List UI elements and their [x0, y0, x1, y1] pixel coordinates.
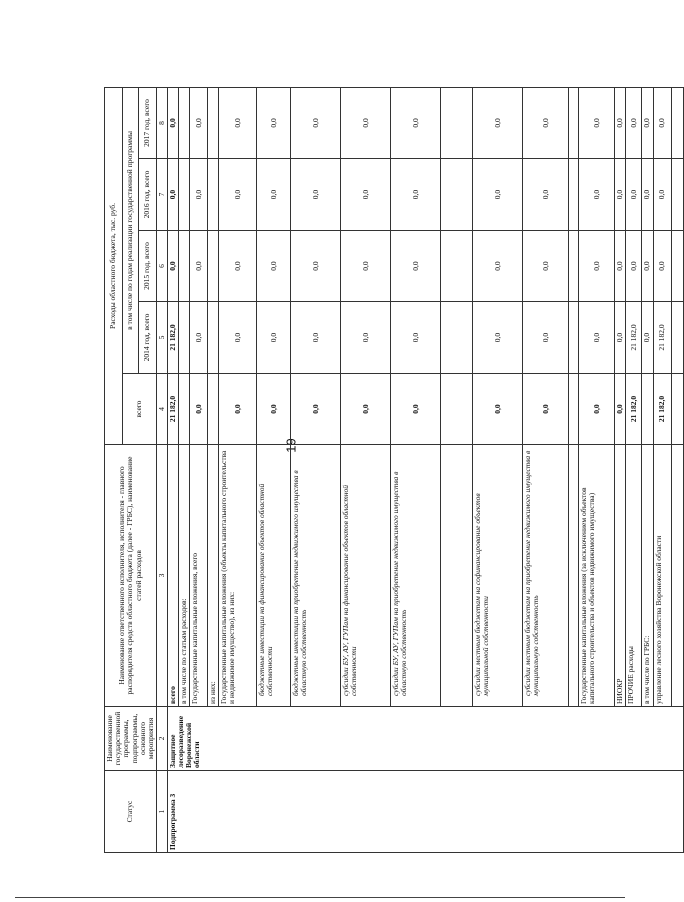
table-cell: 0,0 — [615, 87, 626, 158]
table-row-label: ПРОЧИЕ расходы — [626, 445, 642, 707]
table-row-label: в том числе по статьям расходов: — [179, 445, 190, 707]
col-index-4: 4 — [157, 374, 168, 445]
table-cell: 0,0 — [642, 231, 653, 302]
table-cell — [208, 159, 219, 231]
table-cell — [441, 302, 473, 374]
table-cell: 0,0 — [341, 231, 391, 302]
table-row-label: субсидии местным бюджетам на приобретение недвижимого имущества в муниципальную собственность — [523, 445, 569, 707]
table-cell: 0,0 — [391, 87, 441, 158]
header-name: Наименование государственной программы, подпрограммы, основного мероприятия — [105, 707, 157, 771]
rotated-table-wrapper — [104, 88, 667, 853]
table-cell: 0,0 — [473, 159, 523, 231]
table-cell: 0,0 — [190, 231, 208, 302]
table-cell: 0,0 — [168, 159, 179, 231]
col-index-8: 8 — [157, 87, 168, 158]
table-cell — [671, 302, 683, 374]
table-row-label: субсидии местным бюджетам на софинансирование объектов муниципальной собственности — [473, 445, 523, 707]
header-status: Статус — [105, 771, 157, 853]
table-cell: 0,0 — [615, 159, 626, 231]
table-cell: 21 182,0 — [626, 374, 642, 445]
header-year-2015: 2015 год, всего — [139, 231, 157, 302]
table-row-label: из них: — [208, 445, 219, 707]
table-cell: 0,0 — [523, 302, 569, 374]
table-cell — [179, 87, 190, 158]
col-index-1: 1 — [157, 771, 168, 853]
table-row-label: Государственные капитальные вложения, всего — [190, 445, 208, 707]
table-cell: 0,0 — [341, 87, 391, 158]
table-cell: 0,0 — [626, 87, 642, 158]
table-cell: 0,0 — [219, 87, 257, 158]
table-cell — [441, 374, 473, 445]
table-cell — [441, 159, 473, 231]
table-cell — [441, 231, 473, 302]
table-cell: 0,0 — [653, 159, 671, 231]
table-row-label — [569, 445, 579, 707]
table-cell — [671, 87, 683, 158]
table-cell: 0,0 — [473, 87, 523, 158]
table-cell: 0,0 — [626, 231, 642, 302]
budget-table — [104, 87, 684, 853]
table-cell — [208, 87, 219, 158]
table-cell: 0,0 — [391, 374, 441, 445]
status-cell: Подпрограмма 3 — [168, 771, 683, 853]
table-row-label — [671, 445, 683, 707]
table-cell — [569, 302, 579, 374]
table-row-label: субсидии БУ, АУ, ГУПам на приобретение недвижимого имущества в областную собственность — [391, 445, 441, 707]
table-cell: 0,0 — [291, 87, 341, 158]
header-year-2014: 2014 год, всего — [139, 302, 157, 374]
table-cell: 21 182,0 — [168, 302, 179, 374]
table-cell: 0,0 — [391, 159, 441, 231]
col-index-7: 7 — [157, 159, 168, 231]
table-cell: 0,0 — [615, 302, 626, 374]
table-cell — [671, 374, 683, 445]
table-cell: 0,0 — [257, 231, 291, 302]
col-index-3: 3 — [157, 445, 168, 707]
table-cell: 0,0 — [257, 374, 291, 445]
table-cell: 0,0 — [615, 231, 626, 302]
table-cell: 0,0 — [257, 302, 291, 374]
table-cell: 0,0 — [341, 374, 391, 445]
table-cell: 0,0 — [391, 302, 441, 374]
table-cell: 0,0 — [190, 302, 208, 374]
table-cell — [208, 231, 219, 302]
table-cell: 0,0 — [291, 302, 341, 374]
table-cell — [179, 374, 190, 445]
table-cell — [569, 374, 579, 445]
table-cell: 0,0 — [190, 374, 208, 445]
table-row-label: бюджетные инвестиции на финансирование объектов областной собственности — [257, 445, 291, 707]
table-cell: 0,0 — [653, 231, 671, 302]
table-cell: 0,0 — [579, 87, 615, 158]
table-cell — [208, 374, 219, 445]
table-cell — [671, 231, 683, 302]
table-cell: 0,0 — [579, 231, 615, 302]
table-cell: 0,0 — [579, 374, 615, 445]
col-index-6: 6 — [157, 231, 168, 302]
table-cell: 0,0 — [579, 159, 615, 231]
table-cell: 0,0 — [190, 87, 208, 158]
table-cell — [671, 159, 683, 231]
table-cell: 0,0 — [291, 159, 341, 231]
table-cell — [642, 374, 653, 445]
page-edge-line — [15, 897, 625, 898]
table-cell: 0,0 — [523, 159, 569, 231]
table-cell: 0,0 — [257, 87, 291, 158]
table-cell: 21 182,0 — [653, 374, 671, 445]
table-cell — [179, 302, 190, 374]
table-cell: 21 182,0 — [168, 374, 179, 445]
table-cell: 0,0 — [523, 374, 569, 445]
table-cell — [179, 231, 190, 302]
table-cell: 0,0 — [473, 302, 523, 374]
table-row-label: всего — [168, 445, 179, 707]
table-cell: 0,0 — [291, 374, 341, 445]
col-index-5: 5 — [157, 302, 168, 374]
table-cell: 21 182,0 — [653, 302, 671, 374]
header-expenses: Расходы областного бюджета, тыс. руб. — [105, 87, 123, 444]
table-cell: 0,0 — [219, 302, 257, 374]
table-cell: 0,0 — [579, 302, 615, 374]
table-cell — [441, 87, 473, 158]
table-cell — [569, 231, 579, 302]
table-cell: 0,0 — [523, 87, 569, 158]
col-index-2: 2 — [157, 707, 168, 771]
table-cell — [569, 87, 579, 158]
header-executor: Наименование ответственного исполнителя, исполнителя - главного распорядителя средств областного бюджета (далее - ГРБС), наименование статей расходов — [105, 445, 157, 707]
table-cell: 0,0 — [341, 302, 391, 374]
table-cell: 21 182,0 — [626, 302, 642, 374]
page-number: 19 — [283, 438, 299, 453]
table-cell: 0,0 — [473, 231, 523, 302]
table-cell: 0,0 — [190, 159, 208, 231]
table-cell: 0,0 — [626, 159, 642, 231]
table-cell: 0,0 — [219, 231, 257, 302]
header-year-2017: 2017 год, всего — [139, 87, 157, 158]
table-row-label: субсидии БУ, АУ, ГУПам на финансирование объектов областной собственности — [341, 445, 391, 707]
table-row-label: в том числе по ГРБС: — [642, 445, 653, 707]
table-cell — [569, 159, 579, 231]
table-cell: 0,0 — [642, 159, 653, 231]
table-cell: 0,0 — [642, 87, 653, 158]
table-row-label: Государственные капитальные вложения (объекты капитального строительства и недвижимое имущество), из них: — [219, 445, 257, 707]
table-cell: 0,0 — [341, 159, 391, 231]
table-cell: 0,0 — [168, 231, 179, 302]
table-cell: 0,0 — [523, 231, 569, 302]
table-row-label: НИОКР — [615, 445, 626, 707]
table-cell: 0,0 — [291, 231, 341, 302]
table-row-label: управление лесного хозяйства Воронежской области — [653, 445, 671, 707]
program-name-cell: Защитное лесоразведение Воронежской области — [168, 707, 683, 771]
table-cell: 0,0 — [219, 159, 257, 231]
table-cell: 0,0 — [219, 374, 257, 445]
table-cell — [179, 159, 190, 231]
table-row-label: Государственные капитальные вложения (за исключением объектов капитального строительства и объектов недвижимого имущества) — [579, 445, 615, 707]
table-cell: 0,0 — [168, 87, 179, 158]
table-cell: 0,0 — [642, 302, 653, 374]
header-by-year: в том числе по годам реализации государственной программы — [123, 87, 139, 373]
table-row-label — [441, 445, 473, 707]
table-cell — [208, 302, 219, 374]
table-cell: 0,0 — [257, 159, 291, 231]
header-total: всего — [123, 374, 157, 445]
header-year-2016: 2016 год, всего — [139, 159, 157, 231]
table-cell: 0,0 — [473, 374, 523, 445]
table-cell: 0,0 — [653, 87, 671, 158]
table-row-label: бюджетные инвестиции на приобретение недвижимого имущества в областную собственность — [291, 445, 341, 707]
table-cell: 0,0 — [391, 231, 441, 302]
table-cell: 0,0 — [615, 374, 626, 445]
